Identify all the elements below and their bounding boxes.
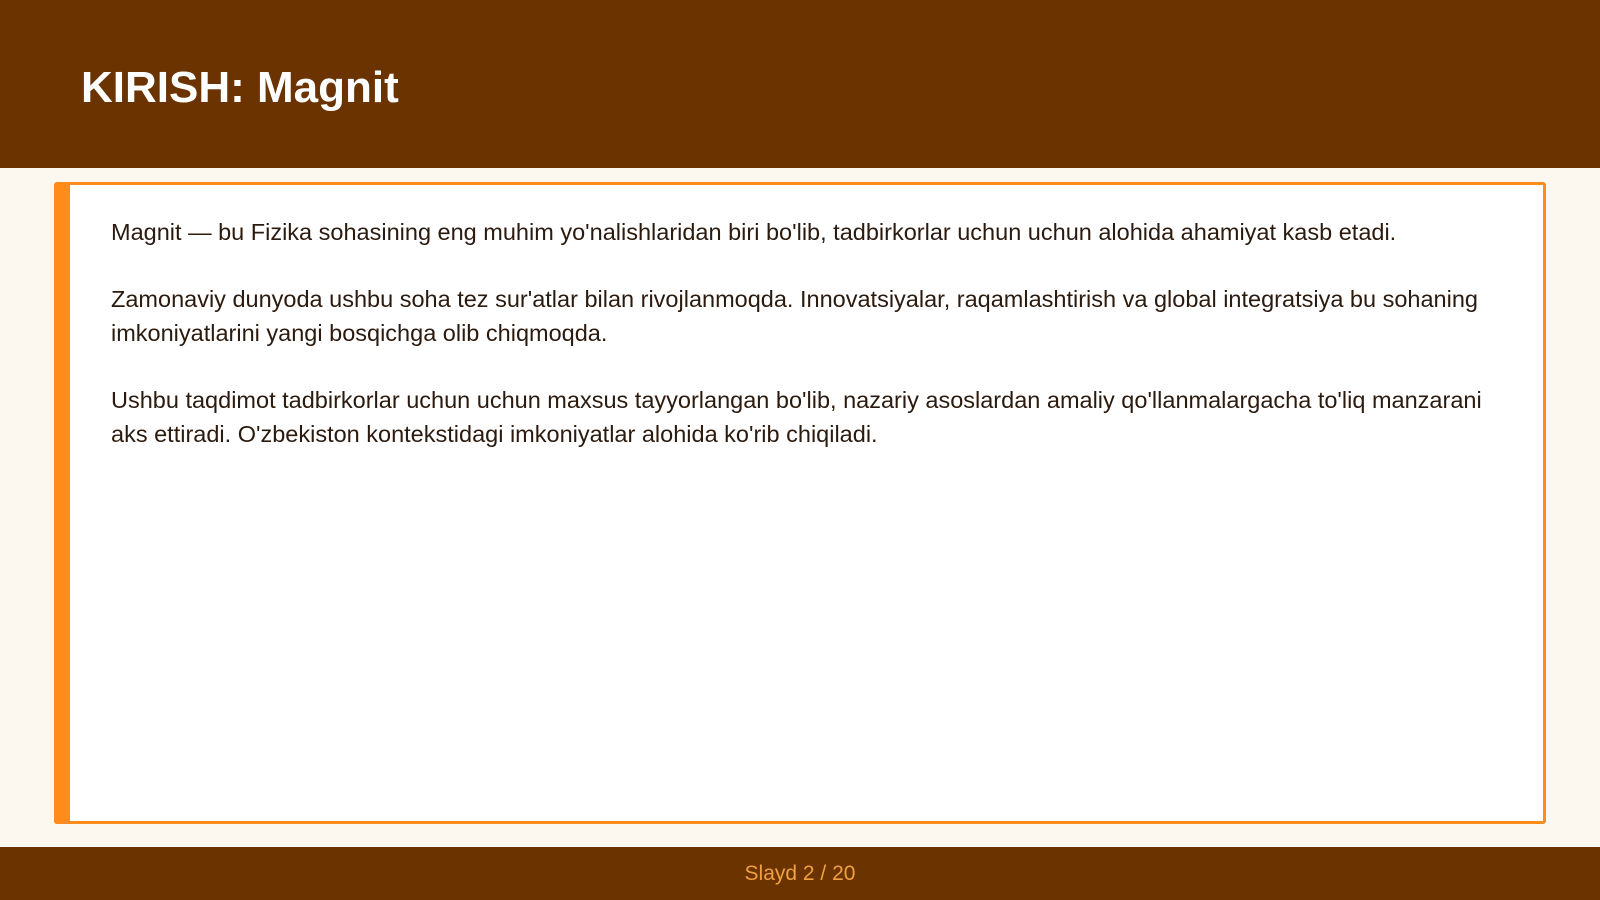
paragraph-intro: Magnit — bu Fizika sohasining eng muhim yo'nalishlaridan biri bo'lib, tadbirkorlar uchun uchun alohida ahamiyat kasb etadi. [111, 219, 1397, 245]
slide-counter: Slayd 2 / 20 [744, 862, 856, 885]
slide-title: KIRISH: Magnit [81, 63, 399, 112]
paragraph-presentation-scope: Ushbu taqdimot tadbirkorlar uchun uchun maxsus tayyorlangan bo'lib, nazariy asoslardan amaliy qo'llanmalargacha to'liq manzarani aks ettiradi. O'zbekiston kontekstidagi imkoniyatlar alohida ko'rib chiqiladi. [111, 387, 1482, 447]
content-text [111, 215, 1491, 484]
content-card [54, 182, 1546, 824]
slide-footer [0, 847, 1600, 900]
paragraph-modern-world: Zamonaviy dunyoda ushbu soha tez sur'atlar bilan rivojlanmoqda. Innovatsiyalar, raqamlashtirish va global integratsiya bu sohaning imkoniyatlarini yangi bosqichga olib chiqmoqda. [111, 286, 1478, 346]
slide-header [0, 0, 1600, 168]
